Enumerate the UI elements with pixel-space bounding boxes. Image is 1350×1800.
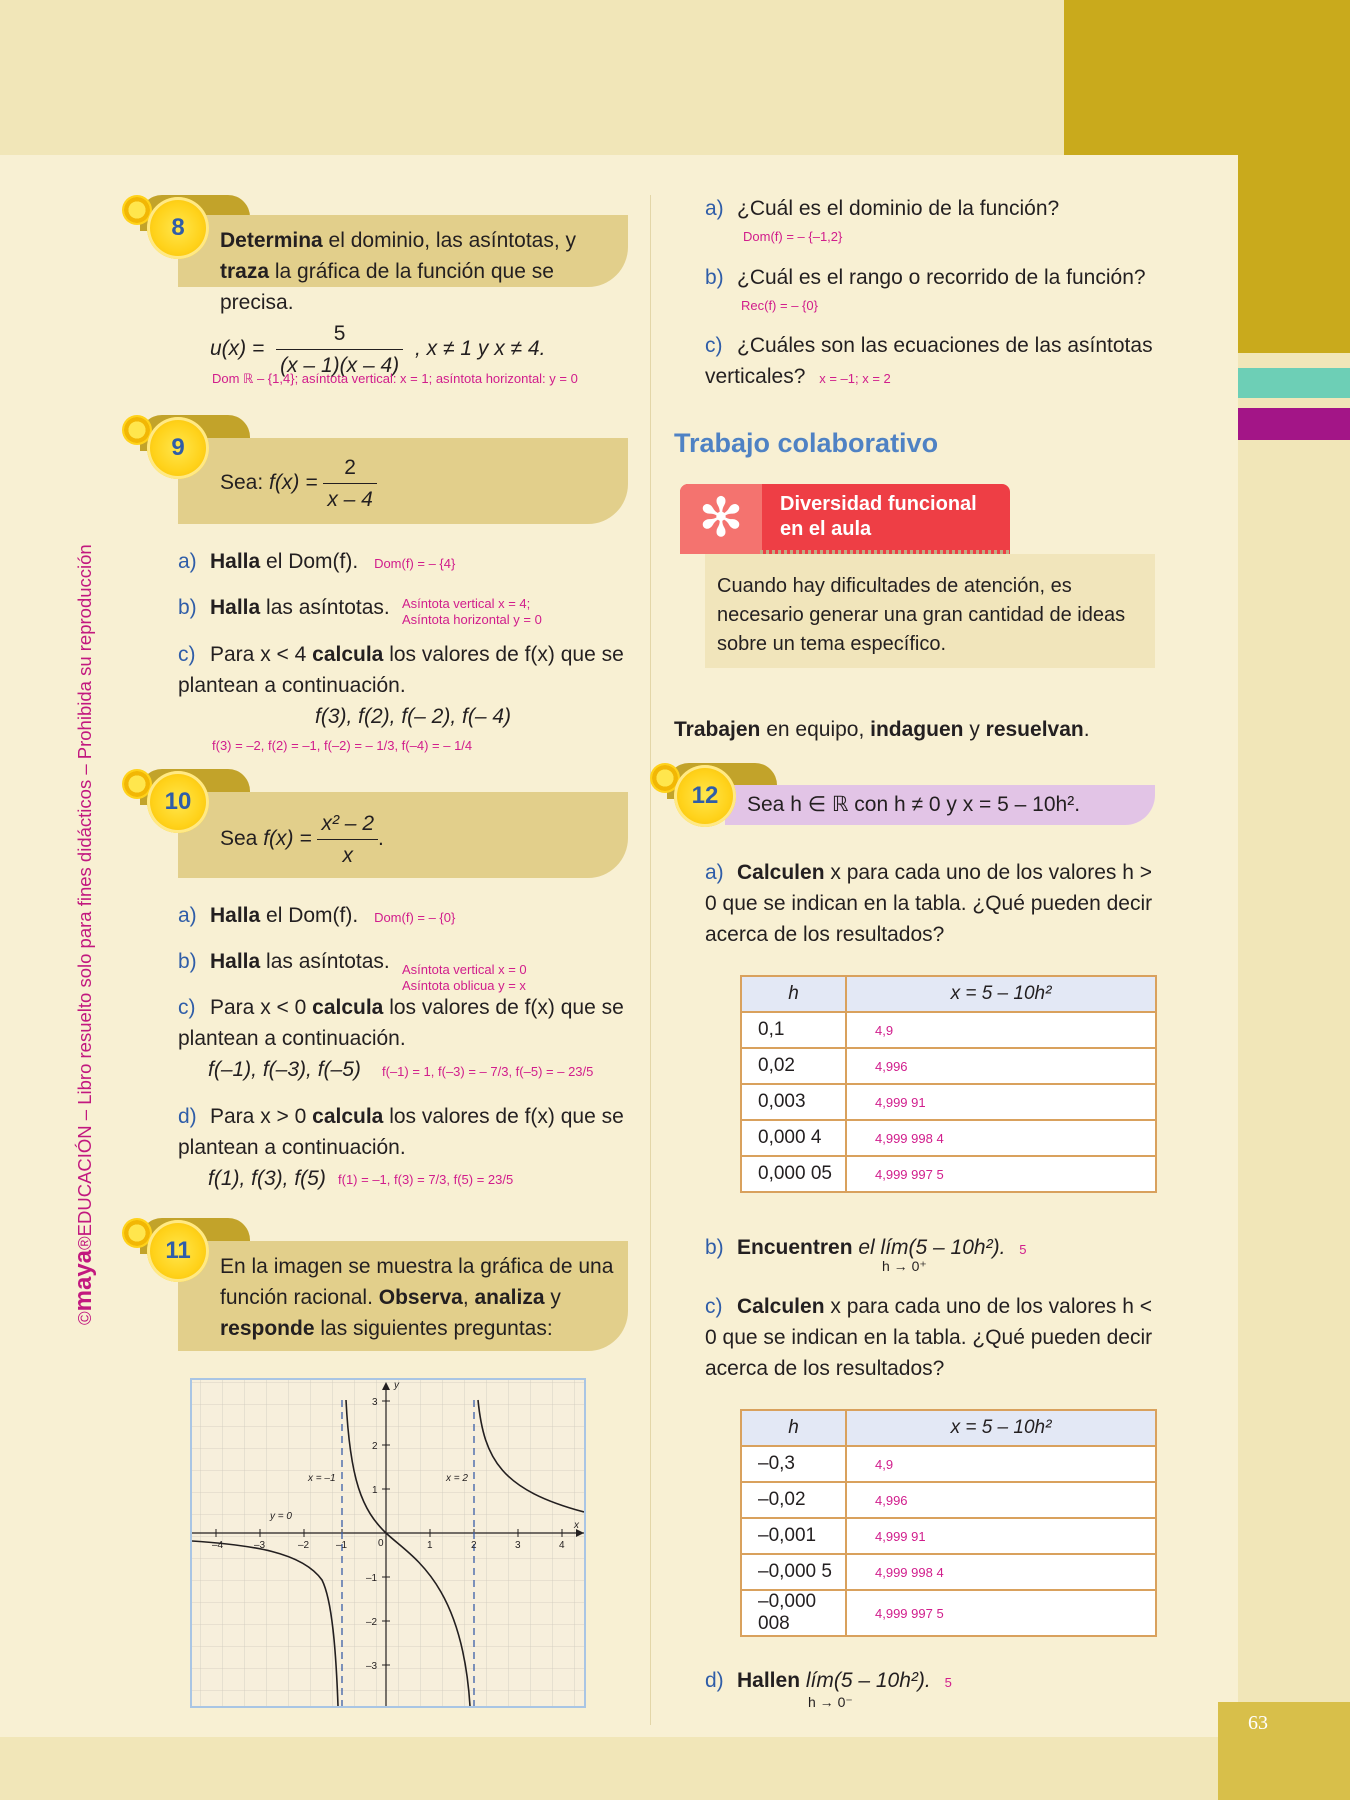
- copyright-side-text: [70, 465, 110, 1325]
- exercise-8-box: Determina el dominio, las asíntotas, y traza la gráfica de la función que se precisa.: [178, 215, 628, 287]
- ex12-item-d: d) Hallen lím(5 – 10h²). 5: [705, 1669, 952, 1692]
- bottom-band: [0, 1737, 1350, 1800]
- ex10-c-answer: f(–1) = 1, f(–3) = – 7/3, f(–5) = – 23/5: [382, 1064, 594, 1079]
- table-row: 0,000 05 4,999 997 5: [741, 1156, 1156, 1192]
- ex10-b-answer: Asíntota vertical x = 0 Asíntota oblicua y = x: [402, 962, 527, 993]
- exercise-9-badge: [147, 417, 209, 479]
- table-header-h: h: [741, 976, 846, 1012]
- corner-accent: [1064, 0, 1350, 155]
- edge-accent-magenta: [1238, 408, 1350, 440]
- asymptote-label: x = –1: [308, 1473, 336, 1484]
- ex10-c-values: f(–1), f(–3), f(–5): [208, 1058, 361, 1081]
- ex12-item-b: b) Encuentren el lím(5 – 10h²). 5: [705, 1236, 1027, 1259]
- x-tick-label: –4: [212, 1540, 224, 1551]
- edge-accent-teal: [1238, 368, 1350, 398]
- x-tick-label: 4: [559, 1540, 565, 1551]
- y-axis-label: y: [394, 1380, 399, 1391]
- table-row: 0,02 4,996: [741, 1048, 1156, 1084]
- ex12-item-a: a) Calculen x para cada uno de los valores h > 0 que se indican en la tabla. ¿Qué pueden decir acerca de los resultados?: [705, 861, 1153, 946]
- y-tick-label: 2: [372, 1441, 378, 1452]
- ex10-d-values: f(1), f(3), f(5): [208, 1167, 326, 1190]
- asymptote-label: x = 2: [446, 1473, 468, 1484]
- x-tick-label: –3: [254, 1540, 266, 1551]
- exercise-11-box: En la imagen se muestra la gráfica de una función racional. Observa, analiza y responde las siguientes preguntas:: [178, 1241, 628, 1351]
- ex11-question-b: b) ¿Cuál es el rango o recorrido de la función?: [705, 266, 1146, 289]
- ex11-question-c: c) ¿Cuáles son las ecuaciones de las asíntotas verticales? x = –1; x = 2: [705, 334, 1153, 388]
- asymptote-label: y = 0: [270, 1511, 292, 1522]
- ex12-item-c: c) Calculen x para cada uno de los valores h < 0 que se indican en la tabla. ¿Qué pueden decir acerca de los resultados?: [705, 1295, 1153, 1380]
- table-row: –0,000 008 4,999 997 5: [741, 1590, 1156, 1636]
- exercise-number: 8: [171, 214, 185, 241]
- ex10-d-answer: f(1) = –1, f(3) = 7/3, f(5) = 23/5: [338, 1172, 514, 1187]
- ex9-function: Sea: f(x) = $\frac{2}{x - 4}$: [220, 452, 377, 515]
- ex12-statement: Sea h ∈ ℝ con h ≠ 0 y x = 5 – 10h².: [747, 793, 1081, 816]
- x-tick-label: –2: [298, 1540, 310, 1551]
- ex11-answer-b: Rec(f) = – {0}: [741, 298, 818, 313]
- y-tick-label: –1: [366, 1573, 378, 1584]
- column-divider: [650, 195, 651, 1725]
- exercise-number: 12: [691, 782, 719, 809]
- table-row: 0,1 4,9: [741, 1012, 1156, 1048]
- exercise-number: 9: [171, 434, 185, 461]
- x-tick-label: 3: [515, 1540, 521, 1551]
- x-tick-label: 0: [378, 1538, 384, 1549]
- x-axis-label: x: [574, 1520, 579, 1531]
- ex11-answer-a: Dom(f) = – {–1,2}: [743, 229, 843, 244]
- ex10-item-a: a) Halla el Dom(f). Dom(f) = – {0}: [178, 904, 456, 927]
- box-header-title: Diversidad funcional en el aula: [780, 493, 977, 540]
- table-header-h: h: [741, 1410, 846, 1446]
- table-header-x: x = 5 – 10h²: [846, 976, 1156, 1012]
- edge-strip: [1238, 440, 1350, 1702]
- table-row: –0,3 4,9: [741, 1446, 1156, 1482]
- exercise-10-badge: [147, 771, 209, 833]
- exercise-number: 11: [165, 1237, 191, 1264]
- copyright-symbol: ©: [74, 1311, 95, 1325]
- ex9-item-b: b) Halla las asíntotas.: [178, 596, 390, 619]
- ex8-answer: Dom ℝ – {1,4}; asíntota vertical: x = 1; asíntota horizontal: y = 0: [212, 371, 578, 386]
- ex11-question-a: a) ¿Cuál es el dominio de la función?: [705, 197, 1060, 220]
- ex10-item-c: c) Para x < 0 calcula los valores de f(x) que se plantean a continuación.: [178, 996, 624, 1050]
- section-title: Trabajo colaborativo: [674, 428, 939, 458]
- exercise-8-badge: [147, 197, 209, 259]
- ex9-c-answer: f(3) = –2, f(2) = –1, f(–2) = – 1/3, f(–4) = – 1/4: [212, 738, 473, 753]
- top-band: [0, 0, 1240, 155]
- x-tick-label: 1: [427, 1540, 433, 1551]
- team-instruction: Trabajen en equipo, indaguen y resuelvan.: [674, 718, 1090, 741]
- x-tick-label: 2: [471, 1540, 477, 1551]
- table-row: –0,02 4,996: [741, 1482, 1156, 1518]
- table-row: –0,001 4,999 91: [741, 1518, 1156, 1554]
- ex9-b-answer: Asíntota vertical x = 4; Asíntota horizontal y = 0: [402, 596, 542, 627]
- brand-logo: maya: [70, 1249, 97, 1312]
- table-row: 0,000 4 4,999 998 4: [741, 1120, 1156, 1156]
- info-box: Cuando hay dificultades de atención, es necesario generar una gran cantidad de ideas sobre un tema específico.: [705, 554, 1155, 668]
- copyright-notice: ®EDUCACIÓN – Libro resuelto solo para fines didácticos – Prohibida su reproducción: [74, 544, 95, 1250]
- table-row: –0,000 5 4,999 998 4: [741, 1554, 1156, 1590]
- exercise-11-badge: [147, 1220, 209, 1282]
- table-header-x: x = 5 – 10h²: [846, 1410, 1156, 1446]
- edge-accent-gold: [1238, 155, 1350, 353]
- y-tick-label: 3: [372, 1397, 378, 1408]
- y-tick-label: –2: [366, 1617, 378, 1628]
- x-tick-label: –1: [336, 1540, 348, 1551]
- asterisk-flower-icon: ✻: [680, 484, 762, 554]
- y-tick-label: –3: [366, 1661, 378, 1672]
- ex12-b-limit-sub: h → 0⁺: [882, 1258, 927, 1274]
- table-row: 0,003 4,999 91: [741, 1084, 1156, 1120]
- ex9-item-a: a) Halla el Dom(f). Dom(f) = – {4}: [178, 550, 456, 573]
- values-table-negative: [740, 1409, 1157, 1637]
- y-tick-label: 1: [372, 1485, 378, 1496]
- exercise-12-badge: [674, 765, 736, 827]
- ex9-c-values: f(3), f(2), f(– 2), f(– 4): [315, 705, 512, 728]
- ex10-item-b: b) Halla las asíntotas.: [178, 950, 390, 973]
- ex10-item-d: d) Para x > 0 calcula los valores de f(x) que se plantean a continuación.: [178, 1105, 624, 1159]
- ex10-function: Sea f(x) = $\frac{\text{x² – 2}}{x}$ .: [220, 808, 384, 871]
- ex9-item-c: c) Para x < 4 calcula los valores de f(x) que se plantean a continuación.: [178, 643, 624, 697]
- rational-function-graph: [190, 1378, 586, 1708]
- values-table-positive: [740, 975, 1157, 1193]
- ex8-function: u(x) = $\frac{5}{(x - 1)(x - 4)}$ , x ≠ 1 y x ≠ 4.: [210, 318, 545, 381]
- exercise-number: 10: [164, 788, 192, 815]
- page-number: 63: [1248, 1712, 1268, 1734]
- ex12-d-limit-sub: h → 0⁻: [808, 1694, 853, 1710]
